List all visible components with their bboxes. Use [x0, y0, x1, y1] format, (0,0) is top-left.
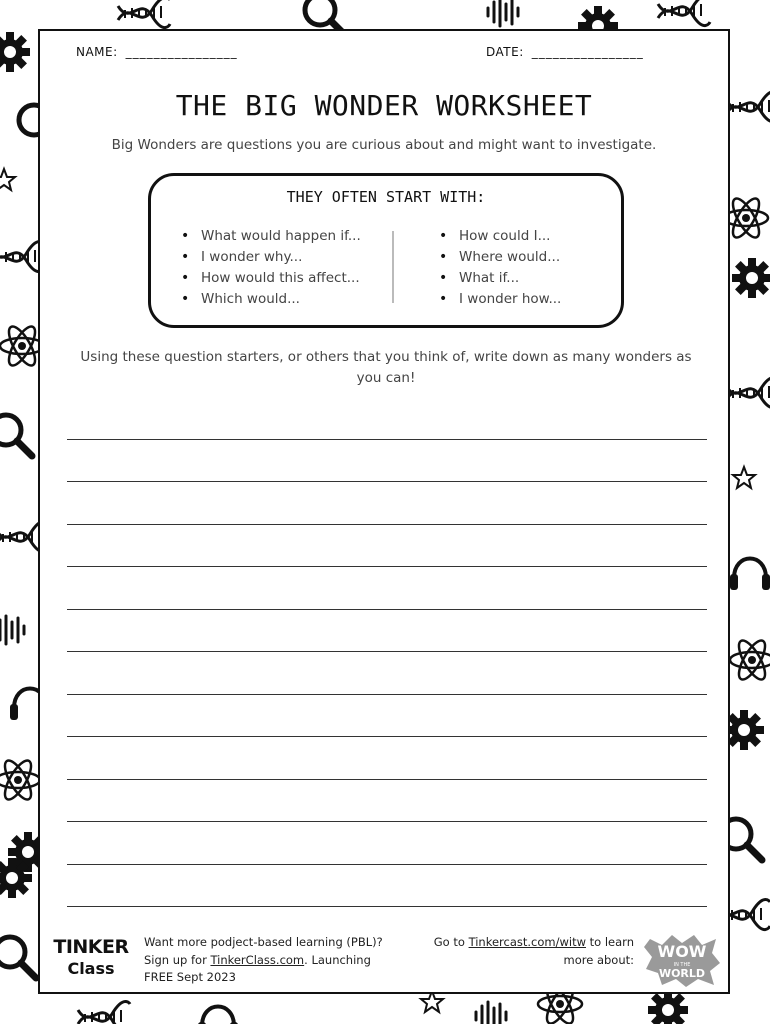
gear-icon [0, 32, 30, 72]
star-icon [421, 991, 443, 1012]
gear-icon [732, 258, 770, 298]
starters-title: THEY OFTEN START WITH: [286, 188, 486, 206]
column-divider [392, 231, 394, 303]
list-item: • How could I... [439, 226, 561, 247]
starters-left-list [181, 226, 361, 310]
wow-in-the-world-logo [642, 933, 722, 989]
tinkerclass-link[interactable]: TinkerClass.com [210, 952, 305, 967]
star-icon [733, 467, 755, 488]
writing-line[interactable] [67, 482, 707, 525]
list-item: • I wonder how... [439, 289, 561, 310]
writing-line[interactable] [67, 397, 707, 440]
date-field[interactable] [486, 45, 644, 59]
footer-promo-line1: Want more podject-based learning (PBL)? [144, 935, 383, 949]
instructions-text: Using these question starters, or others that you think of, write down as many wonders as you can! [80, 349, 692, 386]
footer-note-line1: Go to Tinkercast.com/witw to learn [433, 935, 634, 949]
footer-link-note [420, 934, 634, 969]
atom-icon [730, 637, 770, 683]
atom-icon [0, 757, 40, 803]
writing-line[interactable] [67, 822, 707, 865]
headphones-icon [198, 1007, 238, 1024]
atom-icon [724, 195, 768, 241]
name-blank: ________________ [125, 45, 238, 59]
dna-icon [658, 0, 710, 26]
date-blank: ________________ [531, 45, 644, 59]
tinker-logo-line2: Class [67, 959, 115, 978]
svg-text:WORLD: WORLD [658, 967, 706, 980]
magnifier-icon [0, 937, 36, 978]
gear-icon [648, 990, 688, 1024]
writing-line[interactable] [67, 780, 707, 823]
dna-icon [78, 1002, 130, 1024]
tinker-class-logo [50, 935, 132, 983]
footer-promo [144, 934, 384, 987]
soundwave-icon [0, 616, 24, 644]
name-label: NAME: [76, 45, 118, 59]
dna-icon [726, 378, 770, 408]
star-icon [0, 169, 15, 190]
writing-line[interactable] [67, 567, 707, 610]
list-item: • I wonder why... [181, 247, 361, 268]
list-item: • How would this affect... [181, 268, 361, 289]
writing-line[interactable] [67, 865, 707, 908]
soundwave-icon [476, 1002, 506, 1024]
writing-line[interactable] [67, 610, 707, 653]
headphones-icon [730, 559, 770, 591]
svg-text:WOW: WOW [657, 942, 707, 961]
tinker-logo-line1: TINKER [53, 936, 129, 958]
writing-line[interactable] [67, 695, 707, 738]
writing-line[interactable] [67, 525, 707, 568]
list-item: • Which would... [181, 289, 361, 310]
writing-line[interactable] [67, 440, 707, 483]
page-title: THE BIG WONDER WORKSHEET [175, 89, 593, 122]
svg-text:IN THE: IN THE [673, 962, 691, 968]
footer-note-line2: more about: [563, 952, 634, 967]
page-subtitle: Big Wonders are questions you are curious about and might want to investigate. [111, 137, 657, 153]
writing-lines[interactable] [67, 397, 707, 907]
dna-icon [726, 92, 770, 122]
list-item: • What would happen if... [181, 226, 361, 247]
dna-icon [118, 0, 170, 28]
question-starters-box [148, 173, 624, 328]
tinkercast-link[interactable]: Tinkercast.com/witw [468, 935, 586, 949]
worksheet-page [38, 29, 730, 994]
writing-line[interactable] [67, 652, 707, 695]
footer-promo-line2: Sign up for TinkerClass.com. Launching [144, 952, 371, 967]
gear-icon [724, 710, 764, 750]
footer-promo-line3: FREE Sept 2023 [144, 970, 236, 984]
list-item: • Where would... [439, 247, 561, 268]
list-item: • What if... [439, 268, 561, 289]
writing-line[interactable] [67, 737, 707, 780]
date-label: DATE: [486, 45, 524, 59]
name-field[interactable] [76, 45, 238, 59]
magnifier-icon [0, 415, 32, 456]
starters-right-list [439, 226, 561, 310]
soundwave-icon [488, 0, 518, 26]
